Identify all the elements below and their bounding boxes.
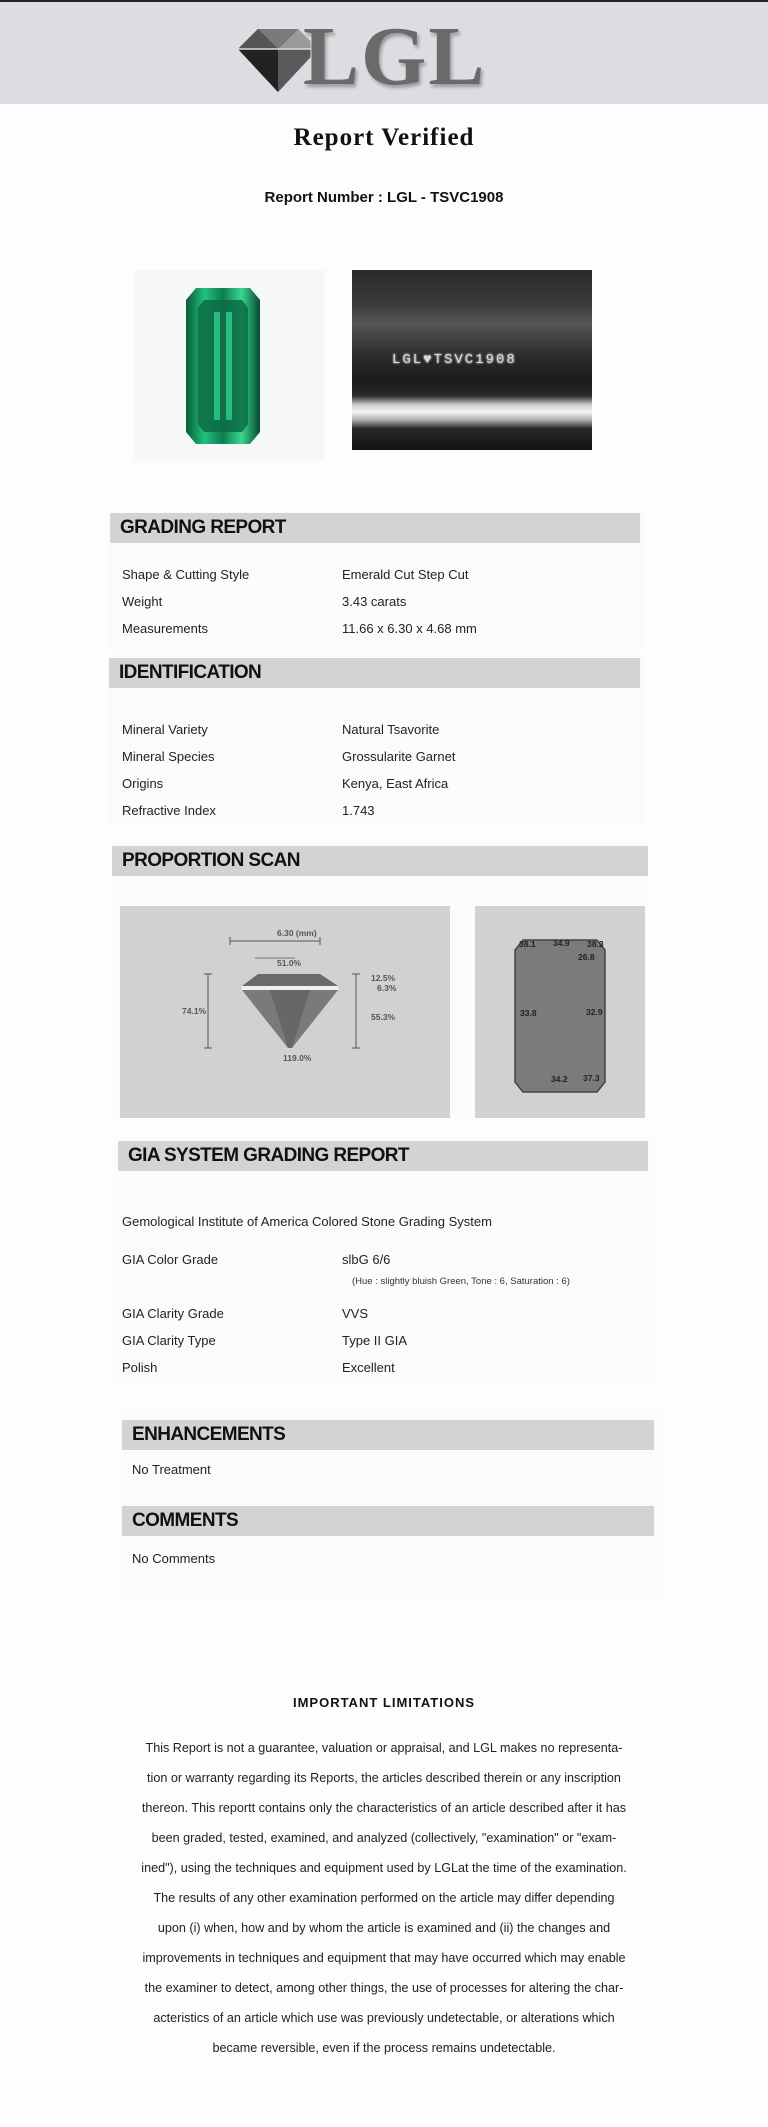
inscription-photo (352, 270, 592, 450)
limitations-line: This Report is not a guarantee, valuation or appraisal, and LGL makes no representa- (145, 1741, 623, 1755)
limitations-line: been graded, tested, examined, and analyzed (collectively, "examination" or "exam- (151, 1831, 617, 1845)
grading-value-measurements: 11.66 x 6.30 x 4.68 mm (342, 621, 477, 636)
gia-intro: Gemological Institute of America Colored Stone Grading System (122, 1214, 492, 1229)
side-table-label: 51.0% (277, 958, 302, 968)
gem-photo (134, 270, 324, 460)
limitations-line: the examiner to detect, among other things, the use of processes for altering the char- (144, 1981, 624, 1995)
emerald-gem-image (134, 270, 324, 460)
grading-heading: GRADING REPORT (110, 513, 640, 543)
grading-label-weight: Weight (122, 594, 163, 609)
report-number: Report Number : LGL - TSVC1908 (264, 189, 504, 206)
limitations-line: upon (i) when, how and by whom the article is examined and (ii) the changes and (157, 1921, 611, 1935)
id-label-origins: Origins (122, 776, 164, 791)
gia-clarity-grade-label: GIA Clarity Grade (122, 1306, 224, 1321)
top-label-tr: 38.3 (587, 939, 604, 949)
limitations-line: improvements in techniques and equipment that may have occurred which may enable (142, 1951, 626, 1965)
proportion-side-view (120, 906, 450, 1118)
limitations-line: tion or warranty regarding its Reports, the articles described therein or any inscription (147, 1771, 621, 1785)
gia-color-note: (Hue : slightly bluish Green, Tone : 6, Saturation : 6) (352, 1276, 570, 1287)
id-label-ri: Refractive Index (122, 803, 216, 818)
top-label-bm: 34.2 (551, 1074, 568, 1084)
inscription-text: LGL♥TSVC1908 (392, 352, 517, 368)
gia-color-value: slbG 6/6 (342, 1252, 391, 1267)
limitations-line: The results of any other examination performed on the article may differ depending (153, 1891, 615, 1905)
gia-heading: GIA SYSTEM GRADING REPORT (118, 1141, 648, 1171)
enhancements-heading: ENHANCEMENTS (122, 1420, 654, 1450)
top-label-tm: 34.9 (553, 938, 570, 948)
side-width-label: 6.30 (mm) (277, 928, 317, 938)
enhancements-text: No Treatment (132, 1462, 211, 1477)
page-title: Report Verified (293, 124, 475, 151)
top-label-br: 37.3 (583, 1073, 600, 1083)
lgl-logo (233, 10, 493, 103)
top-label-mr: 32.9 (586, 1007, 603, 1017)
gia-polish-label: Polish (122, 1360, 158, 1375)
gia-clarity-type-value: Type II GIA (342, 1333, 408, 1348)
proportion-heading: PROPORTION SCAN (112, 846, 648, 876)
limitations-line: acteristics of an article which use was previously undetectable, or alterations which (153, 2011, 615, 2025)
limitations-line: thereon. This reportt contains only the characteristics of an article described after it has (141, 1801, 627, 1815)
top-label-tr2: 26.8 (578, 952, 595, 962)
top-label-tl: 38.1 (519, 939, 536, 949)
side-culet-label: 119.0% (283, 1053, 312, 1063)
limitations-line: became reversible, even if the process remains undetectable. (212, 2041, 556, 2055)
limitations-text (116, 1733, 652, 2063)
top-label-ml: 33.8 (520, 1008, 537, 1018)
comments-text: No Comments (132, 1551, 216, 1566)
id-label-species: Mineral Species (122, 749, 215, 764)
gia-clarity-type-label: GIA Clarity Type (122, 1333, 216, 1348)
logo-text: LGL (303, 10, 487, 103)
header-banner (0, 2, 768, 104)
grading-label-shape: Shape & Cutting Style (122, 567, 250, 582)
id-value-origins: Kenya, East Africa (342, 776, 449, 791)
side-girdle-label: 6.3% (377, 983, 397, 993)
gia-clarity-grade-value: VVS (342, 1306, 369, 1321)
identification-heading: IDENTIFICATION (109, 658, 640, 688)
grading-value-shape: Emerald Cut Step Cut (342, 567, 469, 582)
id-value-variety: Natural Tsavorite (342, 722, 440, 737)
gia-polish-value: Excellent (342, 1360, 395, 1375)
limitations-line: ined"), using the techniques and equipment used by LGLat the time of the examination. (141, 1861, 627, 1875)
gia-color-label: GIA Color Grade (122, 1252, 219, 1267)
proportion-top-view (475, 906, 645, 1118)
side-depth-label: 74.1% (182, 1006, 207, 1016)
grading-label-measurements: Measurements (122, 621, 208, 636)
id-label-variety: Mineral Variety (122, 722, 208, 737)
id-value-ri: 1.743 (342, 803, 375, 818)
limitations-title: IMPORTANT LIMITATIONS (292, 1695, 476, 1710)
id-value-species: Grossularite Garnet (342, 749, 456, 764)
comments-heading: COMMENTS (122, 1506, 654, 1536)
side-pavilion-label: 55.3% (371, 1012, 396, 1022)
side-crown-label: 12.5% (371, 973, 396, 983)
grading-value-weight: 3.43 carats (342, 594, 407, 609)
